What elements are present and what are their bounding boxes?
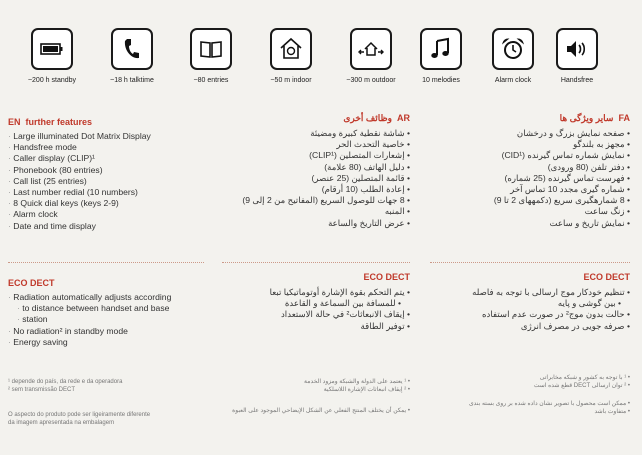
list-item: • إعادة الطلب (10 أرقام) bbox=[222, 184, 410, 195]
en-eco-title: ECO DECT bbox=[8, 278, 55, 288]
en-feature-list bbox=[8, 131, 151, 232]
fa-footnotes bbox=[430, 374, 630, 390]
ar-footnotes bbox=[222, 378, 410, 394]
list-item: • خاصية التحدث الحر bbox=[222, 139, 410, 150]
list-item: • إشعارات المتصلين (CLIP¹) bbox=[222, 150, 410, 161]
disclaimer-line: da imagem apresentada na embalagem bbox=[8, 420, 115, 426]
fa-eco-list bbox=[430, 287, 630, 332]
list-item: • 8 شمارهگیری سریع (دکمههای 2 تا 9) bbox=[430, 195, 630, 206]
phonebook-icon bbox=[190, 28, 232, 70]
list-item: • نمایش تاریخ و ساعت bbox=[430, 218, 630, 229]
feature-standby bbox=[17, 28, 87, 84]
disclaimer-line: O aspecto do produto pode ser ligeiramente diferente bbox=[8, 412, 151, 418]
footnote: • ¹ يعتمد على الدولة والشبكة ومزود الخدمة bbox=[222, 378, 410, 386]
fa-code: FA bbox=[618, 113, 630, 123]
ar-code: AR bbox=[397, 113, 410, 123]
battery-icon bbox=[31, 28, 73, 70]
disclaimer-line: • يمكن أن يختلف المنتج الفعلي عن الشكل الإيضاحي الموجود على العبوة bbox=[222, 407, 410, 415]
list-item: • توفير الطاقة bbox=[222, 321, 410, 332]
list-item: · Date and time display bbox=[8, 221, 151, 232]
list-item: • قائمة المتصلين (25 عنصر) bbox=[222, 173, 410, 184]
footnote: • ² توان ارسالی DECT قطع شده است bbox=[430, 382, 630, 390]
list-item: • المنبه bbox=[222, 206, 410, 217]
list-item: • دليل الهاتف (80 علامة) bbox=[222, 162, 410, 173]
list-item: · 8 Quick dial keys (keys 2-9) bbox=[8, 198, 151, 209]
footnote: • ² إيقاف انبعاثات الإشارة اللاسلكية bbox=[222, 386, 410, 394]
alarm-clock-icon bbox=[492, 28, 534, 70]
list-item: · Last number redial (10 numbers) bbox=[8, 187, 151, 198]
list-item: • حالت بدون موج² در صورت عدم استفاده bbox=[430, 309, 630, 320]
list-item: • زنگ ساعت bbox=[430, 206, 630, 217]
feature-icon-row bbox=[0, 0, 642, 90]
talktime-label: ~18 h talktime bbox=[110, 77, 154, 84]
ar-features-title bbox=[222, 113, 410, 124]
list-item: • نمایش شماره تماس گیرنده (CID¹) bbox=[430, 150, 630, 161]
list-item: · Large illuminated Dot Matrix Display bbox=[8, 131, 151, 142]
list-item: • 8 جهات للوصول السريع (المفاتيح من 2 إلى 9) bbox=[222, 195, 410, 206]
en-eco-list bbox=[8, 292, 171, 348]
feature-melodies bbox=[406, 28, 476, 84]
list-item: • إيقاف الانبعاثات² في حالة الاستعداد bbox=[222, 309, 410, 320]
list-item: • عرض التاريخ والساعة bbox=[222, 218, 410, 229]
list-item: · Phonebook (80 entries) bbox=[8, 165, 151, 176]
handset-icon bbox=[111, 28, 153, 70]
en-disclaimer bbox=[8, 411, 150, 427]
entries-label: ~80 entries bbox=[193, 77, 229, 84]
music-note-icon bbox=[420, 28, 462, 70]
list-item: • صفحه نمایش بزرگ و درخشان bbox=[430, 128, 630, 139]
list-item: · station bbox=[8, 314, 171, 325]
feature-talktime bbox=[97, 28, 167, 84]
list-item: · Call list (25 entries) bbox=[8, 176, 151, 187]
footnote: ¹ depende do país, da rede e da operadora bbox=[8, 379, 123, 385]
ar-disclaimer bbox=[222, 407, 410, 415]
list-item: · to distance between handset and base bbox=[8, 303, 171, 314]
list-item: • فهرست تماس گیرنده (25 شماره) bbox=[430, 173, 630, 184]
disclaimer-line: • متفاوت باشد bbox=[430, 408, 630, 416]
en-title-text: further features bbox=[25, 117, 93, 127]
fa-feature-list bbox=[430, 128, 630, 229]
feature-handsfree bbox=[542, 28, 612, 84]
disclaimer-line: • ممکن است محصول با تصویر نشان داده شده بر روی بسته بندی bbox=[430, 400, 630, 408]
alarm-label: Alarm clock bbox=[494, 77, 532, 84]
standby-label: ~200 h standby bbox=[27, 77, 77, 84]
fa-divider bbox=[430, 262, 630, 263]
indoor-range-icon bbox=[270, 28, 312, 70]
list-item: • بین گوشی و پایه bbox=[430, 298, 630, 309]
list-item: · Radiation automatically adjusts according bbox=[8, 292, 171, 303]
list-item: • دفتر تلفن (80 ورودی) bbox=[430, 162, 630, 173]
fa-eco-title: ECO DECT bbox=[583, 272, 630, 282]
en-code: EN bbox=[8, 117, 21, 127]
ar-eco-title: ECO DECT bbox=[363, 272, 410, 282]
list-item: • شماره گیری مجدد 10 تماس آخر bbox=[430, 184, 630, 195]
handsfree-label: Handsfree bbox=[560, 77, 594, 84]
footnote: • ¹ با توجه به کشور و شبکه مخابراتی bbox=[430, 374, 630, 382]
list-item: · No radiation² in standby mode bbox=[8, 326, 171, 337]
speaker-icon bbox=[556, 28, 598, 70]
ar-feature-list bbox=[222, 128, 410, 229]
feature-indoor bbox=[256, 28, 326, 84]
list-item: · Caller display (CLIP)¹ bbox=[8, 153, 151, 164]
melodies-label: 10 melodies bbox=[422, 77, 460, 84]
list-item: · Alarm clock bbox=[8, 209, 151, 220]
en-divider bbox=[8, 262, 204, 263]
feature-entries bbox=[176, 28, 246, 84]
feature-outdoor bbox=[336, 28, 406, 84]
ar-title-text: وظائف أخرى bbox=[343, 113, 392, 123]
feature-alarm bbox=[478, 28, 548, 84]
ar-divider bbox=[222, 262, 410, 263]
fa-features-title bbox=[430, 113, 630, 124]
list-item: • تنظیم خودکار موج ارسالی با توجه به فاصله bbox=[430, 287, 630, 298]
ar-eco-list bbox=[222, 287, 410, 332]
list-item: · Energy saving bbox=[8, 337, 171, 348]
outdoor-label: ~300 m outdoor bbox=[346, 77, 396, 84]
indoor-label: ~50 m indoor bbox=[270, 77, 312, 84]
list-item: • مجهز به بلندگو bbox=[430, 139, 630, 150]
list-item: • يتم التحكم بقوة الإشارة أوتوماتيكيا تبعا bbox=[222, 287, 410, 298]
list-item: · Handsfree mode bbox=[8, 142, 151, 153]
en-footnotes bbox=[8, 378, 122, 394]
list-item: • شاشة نقطية كبيرة ومضيئة bbox=[222, 128, 410, 139]
list-item: • صرفه جویی در مصرف انرژی bbox=[430, 321, 630, 332]
en-features-title bbox=[8, 117, 92, 127]
footnote: ² sem transmissão DECT bbox=[8, 387, 76, 393]
outdoor-range-icon bbox=[350, 28, 392, 70]
fa-disclaimer bbox=[430, 400, 630, 416]
list-item: • للمسافة بين السماعة و القاعدة bbox=[222, 298, 410, 309]
fa-title-text: سایر ویژگی ها bbox=[559, 113, 614, 123]
